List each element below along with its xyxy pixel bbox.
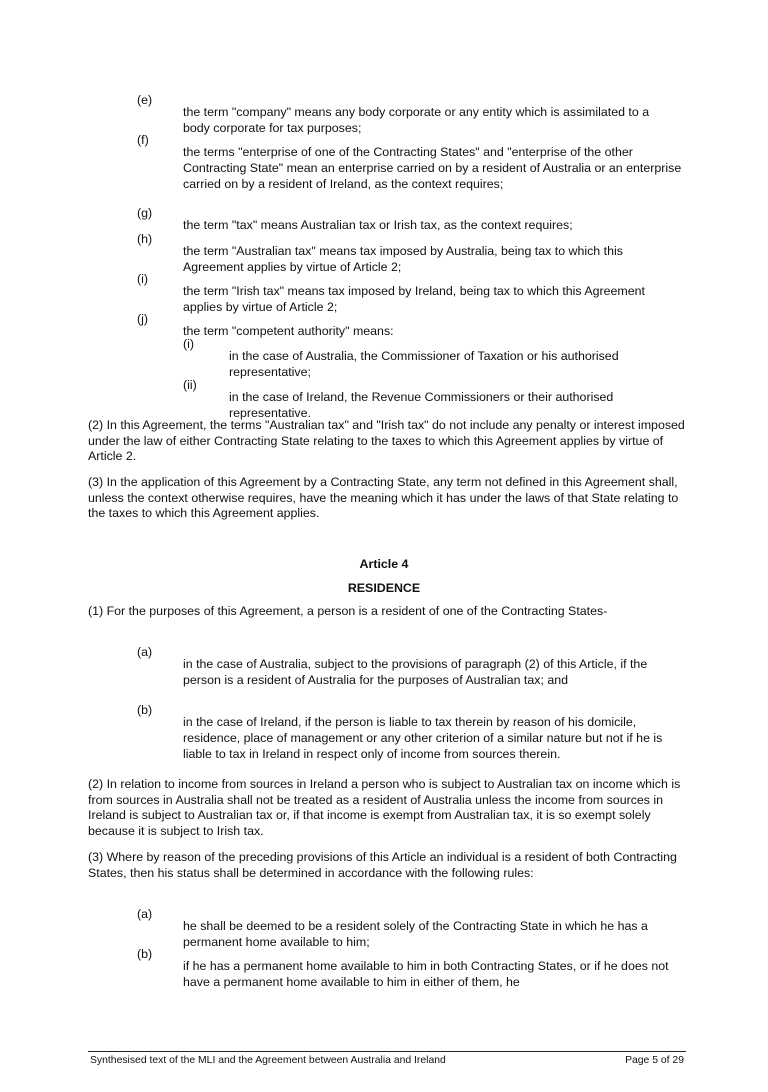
definition-g: the term "tax" means Australian tax or Irish tax, as the context requires;: [183, 218, 573, 233]
authority-ireland: in the case of Ireland, the Revenue Commissioners or their authorised representative.: [229, 390, 614, 420]
definition-label-f: (f): [137, 133, 149, 147]
authority-australia: in the case of Australia, the Commissioner of Taxation or his authorised representative;: [229, 349, 619, 379]
status-rule-b: if he has a permanent home available to him in both Contracting States, or if he does not have a permanent home available to him in either of them, he: [183, 959, 669, 989]
authority-label-i: (i): [183, 337, 195, 351]
article-number: Article 4: [359, 557, 409, 571]
authority-label-ii: (ii): [183, 378, 197, 392]
definition-h: the term "Australian tax" means tax imposed by Australia, being tax to which this Agreement applies by virtue of Article 2;: [183, 244, 623, 274]
residence-label-b: (b): [137, 703, 153, 717]
status-rule-label-a: (a): [137, 907, 153, 921]
status-rule-label-b: (b): [137, 947, 153, 961]
residence-label-a: (a): [137, 645, 153, 659]
page-number: Page 5 of 29: [625, 1055, 684, 1066]
article4-paragraph-2: (2) In relation to income from sources in Ireland a person who is subject to Australian tax on income which is from sources in Australia shall not be treated as a resident of Australia unless the income from sources in Ireland is subject to Australian tax or, if that income is exempt from Australian tax, it is so exempt solely because it is subject to Irish tax.: [88, 777, 681, 838]
definition-label-j: (j): [137, 312, 149, 326]
article3-paragraph-2: (2) In this Agreement, the terms "Australian tax" and "Irish tax" do not include any penalty or interest imposed under the law of either Contracting State relating to the taxes to which this Agreement applies by virtue of Article 2.: [88, 418, 685, 464]
article4-paragraph-1: (1) For the purposes of this Agreement, a person is a resident of one of the Contracting States-: [88, 604, 608, 618]
footer-title: Synthesised text of the MLI and the Agreement between Australia and Ireland: [90, 1055, 446, 1066]
residence-australia: in the case of Australia, subject to the provisions of paragraph (2) of this Article, if the person is a resident of Australia for the purposes of Australian tax; and: [183, 657, 648, 687]
residence-ireland: in the case of Ireland, if the person is liable to tax therein by reason of his domicile, residence, place of management or any other criterion of a similar nature but not if he is liable to tax in Ireland in respect only of income from sources therein.: [183, 715, 663, 761]
definition-e: the term "company" means any body corporate or any entity which is assimilated to a body corporate for tax purposes;: [183, 105, 650, 135]
definition-label-g: (g): [137, 206, 153, 220]
definition-label-e: (e): [137, 93, 153, 107]
article4-paragraph-3: (3) Where by reason of the preceding provisions of this Article an individual is a resident of both Contracting States, then his status shall be determined in accordance with the following rules:: [88, 850, 677, 880]
definition-label-i: (i): [137, 272, 149, 286]
article3-paragraph-3: (3) In the application of this Agreement by a Contracting State, any term not defined in this Agreement shall, unless the context otherwise requires, have the meaning which it has under the laws of that State relating to the taxes to which this Agreement applies.: [88, 475, 679, 521]
status-rule-a: he shall be deemed to be a resident solely of the Contracting State in which he has a permanent home available to him;: [183, 919, 648, 949]
definition-i: the term "Irish tax" means tax imposed by Ireland, being tax to which this Agreement applies by virtue of Article 2;: [183, 284, 645, 314]
definition-label-h: (h): [137, 232, 153, 246]
article-title: RESIDENCE: [347, 581, 421, 595]
footer-rule: [88, 1051, 686, 1052]
definition-j: the term "competent authority" means:: [183, 324, 394, 339]
definition-f: the terms "enterprise of one of the Contracting States" and "enterprise of the other Contracting State" mean an enterprise carried on by a resident of Australia or an enterprise carried on by a resident of Ireland, as the context requires;: [183, 145, 682, 191]
